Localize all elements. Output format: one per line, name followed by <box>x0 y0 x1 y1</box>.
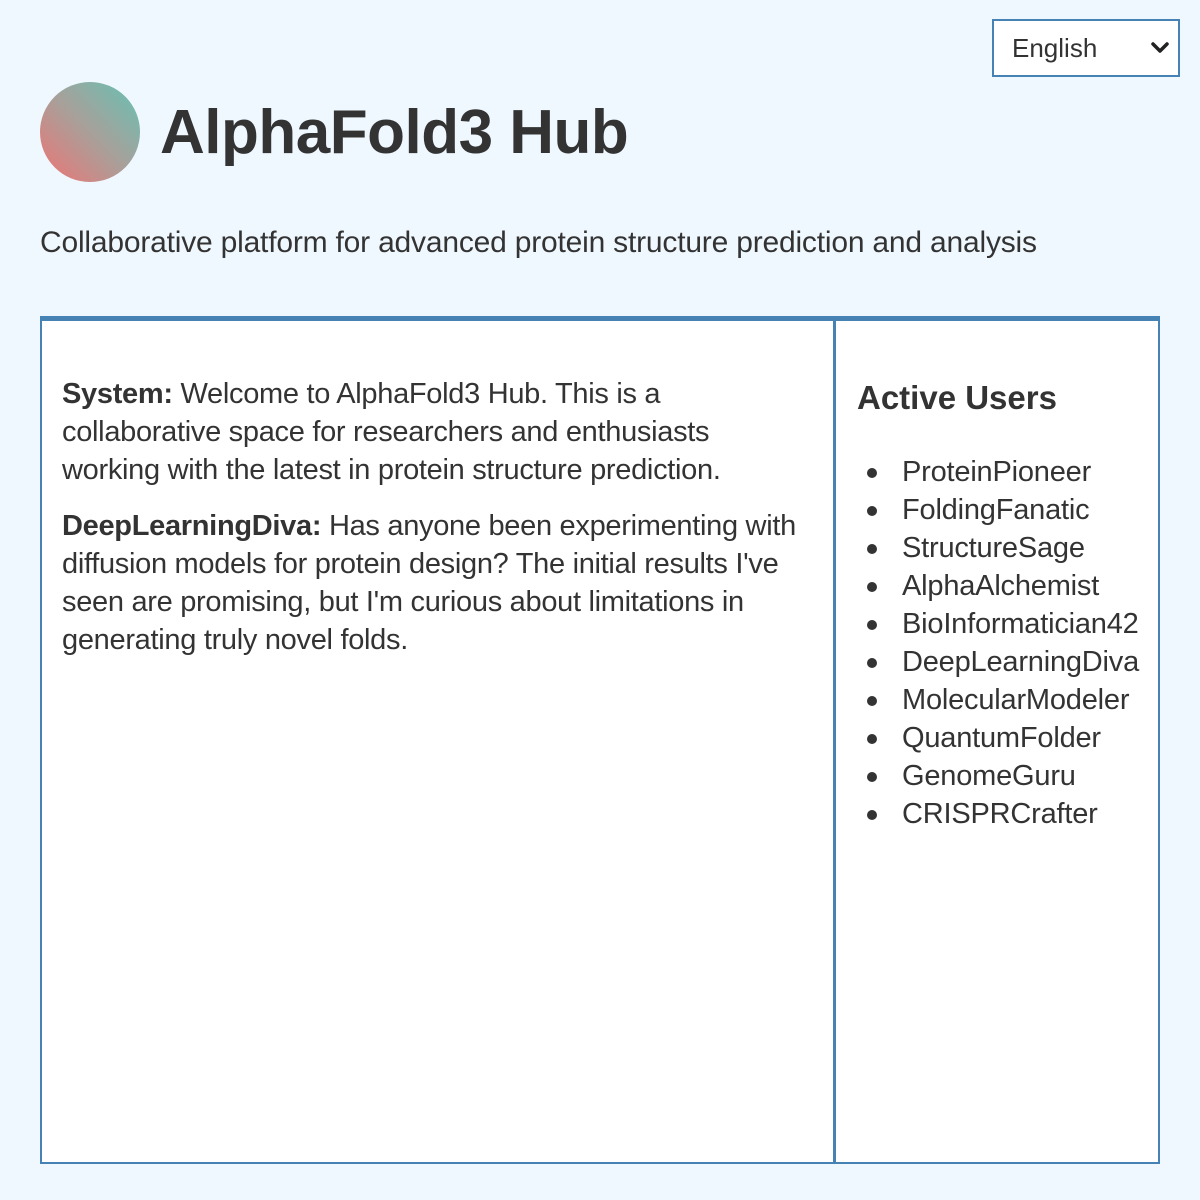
page-title: AlphaFold3 Hub <box>160 97 629 167</box>
logo-icon <box>40 82 140 182</box>
chat-message <box>62 507 813 659</box>
message-text: Welcome to AlphaFold3 Hub. This is a collaborative space for researchers and enthusiasts working with the latest in protein structure prediction. <box>62 378 721 486</box>
user-list-item: BioInformatician42 <box>902 605 1158 643</box>
user-list-item: FoldingFanatic <box>902 491 1158 529</box>
language-select-value: English <box>1012 32 1098 63</box>
user-list-item: DeepLearningDiva <box>902 643 1158 681</box>
user-list-item: StructureSage <box>902 529 1158 567</box>
chat-message <box>62 375 813 489</box>
active-users-heading: Active Users <box>857 379 1057 416</box>
active-users-panel <box>836 321 1158 1162</box>
chevron-down-icon <box>1142 21 1178 75</box>
chat-panel[interactable] <box>42 321 836 1162</box>
user-list-item: AlphaAlchemist <box>902 567 1158 605</box>
user-list-item: ProteinPioneer <box>902 453 1158 491</box>
page-subtitle: Collaborative platform for advanced protein structure prediction and analysis <box>40 226 1037 259</box>
message-author: System: <box>62 378 173 410</box>
user-list-item: GenomeGuru <box>902 757 1158 795</box>
active-users-list <box>857 453 1158 833</box>
user-list-item: CRISPRCrafter <box>902 795 1158 833</box>
main-container <box>40 316 1160 1164</box>
header <box>40 82 628 182</box>
user-list-item: MolecularModeler <box>902 681 1158 719</box>
message-text: Has anyone been experimenting with diffusion models for protein design? The initial results I've seen are promising, but I'm curious about limitations in generating truly novel folds. <box>62 510 796 656</box>
user-list-item: QuantumFolder <box>902 719 1158 757</box>
language-select[interactable] <box>992 19 1180 77</box>
message-author: DeepLearningDiva: <box>62 510 322 542</box>
